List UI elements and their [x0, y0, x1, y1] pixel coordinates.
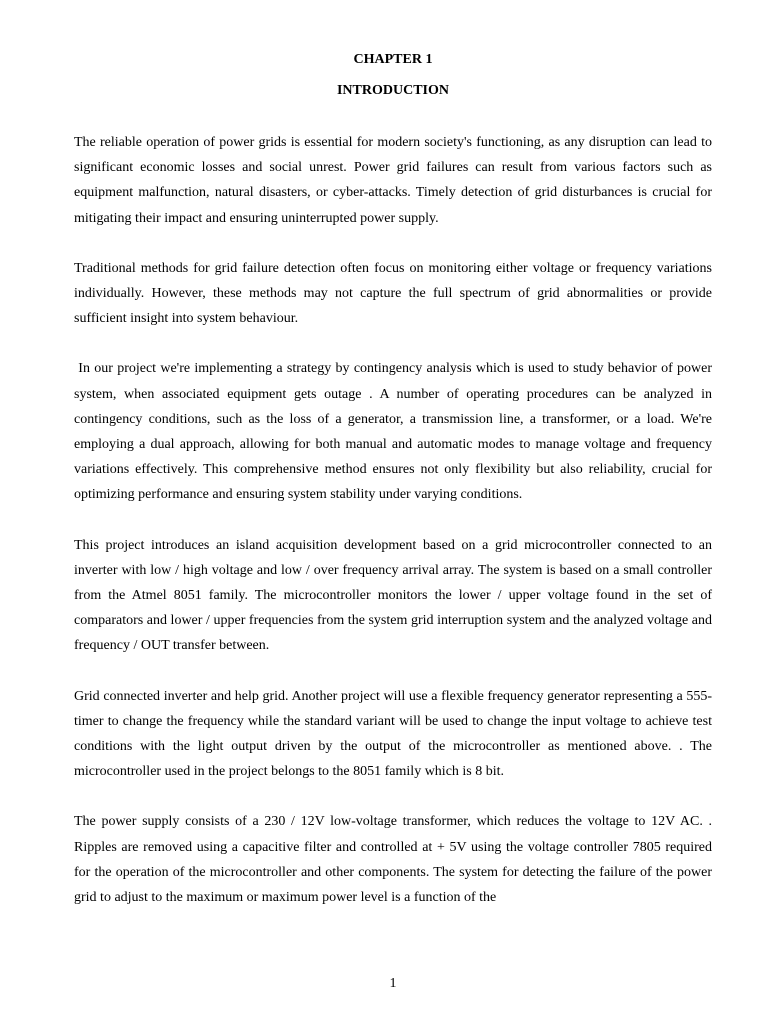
paragraph-4: This project introduces an island acquisition development based on a grid microcontroller connected to an inverter with low / high voltage and low / over frequency arrival array. The system is based on a small controller from the Atmel 8051 family. The microcontroller monitors the lower / upper voltage found in the set of comparators and lower / upper frequencies from the system grid interruption system and the analyzed voltage and frequency / OUT transfer between.: [74, 537, 716, 654]
body-text: [74, 130, 716, 935]
section-title: INTRODUCTION: [336, 83, 449, 98]
page-number: 1: [389, 976, 397, 991]
paragraph-2: Traditional methods for grid failure detection often focus on monitoring either voltage or frequency variations individually. However, these methods may not capture the full spectrum of grid abnormalities or provide sufficient insight into system behaviour.: [74, 260, 716, 327]
paragraph-6: The power supply consists of a 230 / 12V low-voltage transformer, which reduces the voltage to 12V AC. . Ripples are removed using a capacitive filter and controlled at + 5V using the voltage controller 7805 required for the operation of the microcontroller and other components. The system for detecting the failure of the power grid to adjust to the maximum or maximum power level is a function of the: [74, 814, 716, 906]
paragraph-1: The reliable operation of power grids is essential for modern society's functioning, as any disruption can lead to significant economic losses and social unrest. Power grid failures can result from various factors such as equipment malfunction, natural disasters, or cyber-attacks. Timely detection of grid disturbances is crucial for mitigating their impact and ensuring uninterrupted power supply.: [74, 135, 716, 226]
chapter-label: CHAPTER 1: [353, 52, 433, 67]
paragraph-3: In our project we're implementing a strategy by contingency analysis which is used to study behavior of power system, when associated equipment gets outage . A number of operating procedures can be analyzed in contingency conditions, such as the loss of a generator, a transmission line, a transformer, or a load. We're employing a dual approach, allowing for both manual and automatic modes to manage voltage and frequency variations effectively. This comprehensive method ensures not only flexibility but also reliability, crucial for optimizing performance and ensuring system stability under varying conditions.: [74, 361, 716, 503]
paragraph-5: Grid connected inverter and help grid. Another project will use a flexible frequency generator representing a 555-timer to change the frequency while the standard variant will be used to change the input voltage to achieve test conditions with the light output driven by the output of the microcontroller as mentioned above. . The microcontroller used in the project belongs to the 8051 family which is 8 bit.: [74, 688, 716, 780]
